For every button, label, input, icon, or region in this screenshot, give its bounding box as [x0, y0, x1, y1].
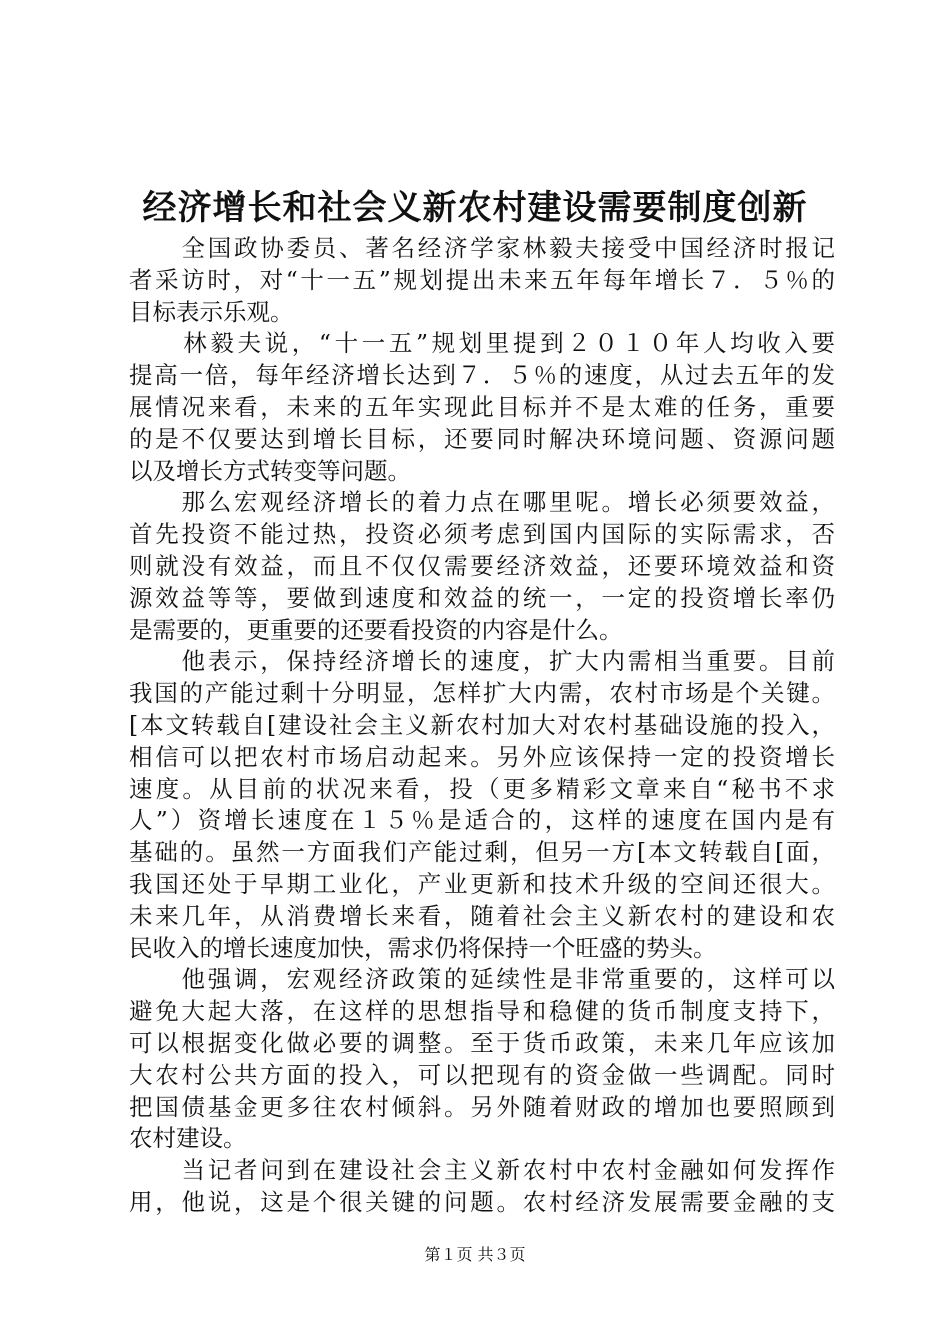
text-line: 以及增长方式转变等问题。 — [129, 456, 411, 485]
text-line: 未来几年，从消费增长来看，随着社会主义新农村的建设和农 — [129, 901, 835, 930]
text-line: 速度。从目前的状况来看，投（更多精彩文章来自“秘书不求 — [129, 774, 835, 803]
document-title: 经济增长和社会义新农村建设需要制度创新 — [142, 188, 808, 228]
text-line: 人”）资增长速度在１５％是适合的，这样的速度在国内是有 — [129, 806, 835, 835]
text-line: 避免大起大落，在这样的思想指导和稳健的货币制度支持下， — [129, 997, 835, 1026]
page-footer: 第１页 共３页 — [424, 1245, 526, 1264]
text-line: 的是不仅要达到增长目标，还要同时解决环境问题、资源问题 — [129, 424, 835, 453]
paragraph — [129, 233, 835, 328]
text-line: [本文转载自[建设社会主义新农村加大对农村基础设施的投入， — [129, 710, 835, 739]
paragraph — [129, 328, 835, 487]
text-line: 民收入的增长速度加快，需求仍将保持一个旺盛的势头。 — [129, 933, 717, 962]
text-line: 用，他说，这是个很关键的问题。农村经济发展需要金融的支 — [129, 1187, 835, 1216]
paragraph — [129, 646, 835, 964]
text-line: 是需要的，更重要的还要看投资的内容是什么。 — [129, 615, 623, 644]
text-line: 相信可以把农村市场启动起来。另外应该保持一定的投资增长 — [129, 742, 835, 771]
text-line: 我国还处于早期工业化，产业更新和技术升级的空间还很大。 — [129, 869, 835, 898]
text-line: 当记者问到在建设社会主义新农村中农村金融如何发挥作 — [129, 1156, 835, 1185]
text-line: 把国债基金更多往农村倾斜。另外随着财政的增加也要照顾到 — [129, 1092, 835, 1121]
text-line: 可以根据变化做必要的调整。至于货币政策，未来几年应该加 — [129, 1028, 835, 1057]
text-line: 他表示，保持经济增长的速度，扩大内需相当重要。目前 — [129, 647, 835, 676]
paragraph — [129, 964, 835, 1155]
paragraph — [129, 1155, 835, 1219]
document-body — [129, 233, 835, 1219]
text-line: 者采访时，对“十一五”规划提出未来五年每年增长７．５％的 — [129, 265, 835, 294]
text-line: 他强调，宏观经济政策的延续性是非常重要的，这样可以 — [129, 965, 835, 994]
text-line: 全国政协委员、著名经济学家林毅夫接受中国经济时报记 — [129, 234, 835, 262]
text-line: 源效益等等，要做到速度和效益的统一，一定的投资增长率仍 — [129, 583, 835, 612]
text-line: 我国的产能过剩十分明显，怎样扩大内需，农村市场是个关键。 — [129, 679, 835, 708]
text-line: 林毅夫说，“十一五”规划里提到２０１０年人均收入要 — [129, 329, 835, 358]
text-line: 目标表示乐观。 — [129, 297, 294, 326]
text-line: 首先投资不能过热，投资必须考虑到国内国际的实际需求，否 — [129, 520, 835, 549]
text-line: 基础的。虽然一方面我们产能过剩，但另一方[本文转载自[面， — [129, 838, 835, 867]
text-line: 那么宏观经济增长的着力点在哪里呢。增长必须要效益， — [129, 488, 835, 517]
text-line: 农村建设。 — [129, 1124, 247, 1153]
text-line: 则就没有效益，而且不仅仅需要经济效益，还要环境效益和资 — [129, 551, 835, 580]
paragraph — [129, 487, 835, 646]
text-line: 展情况来看，未来的五年实现此目标并不是太难的任务，重要 — [129, 392, 835, 421]
text-line: 大农村公共方面的投入，可以把现有的资金做一些调配。同时 — [129, 1060, 835, 1089]
text-line: 提高一倍，每年经济增长达到７．５％的速度，从过去五年的发 — [129, 361, 835, 390]
